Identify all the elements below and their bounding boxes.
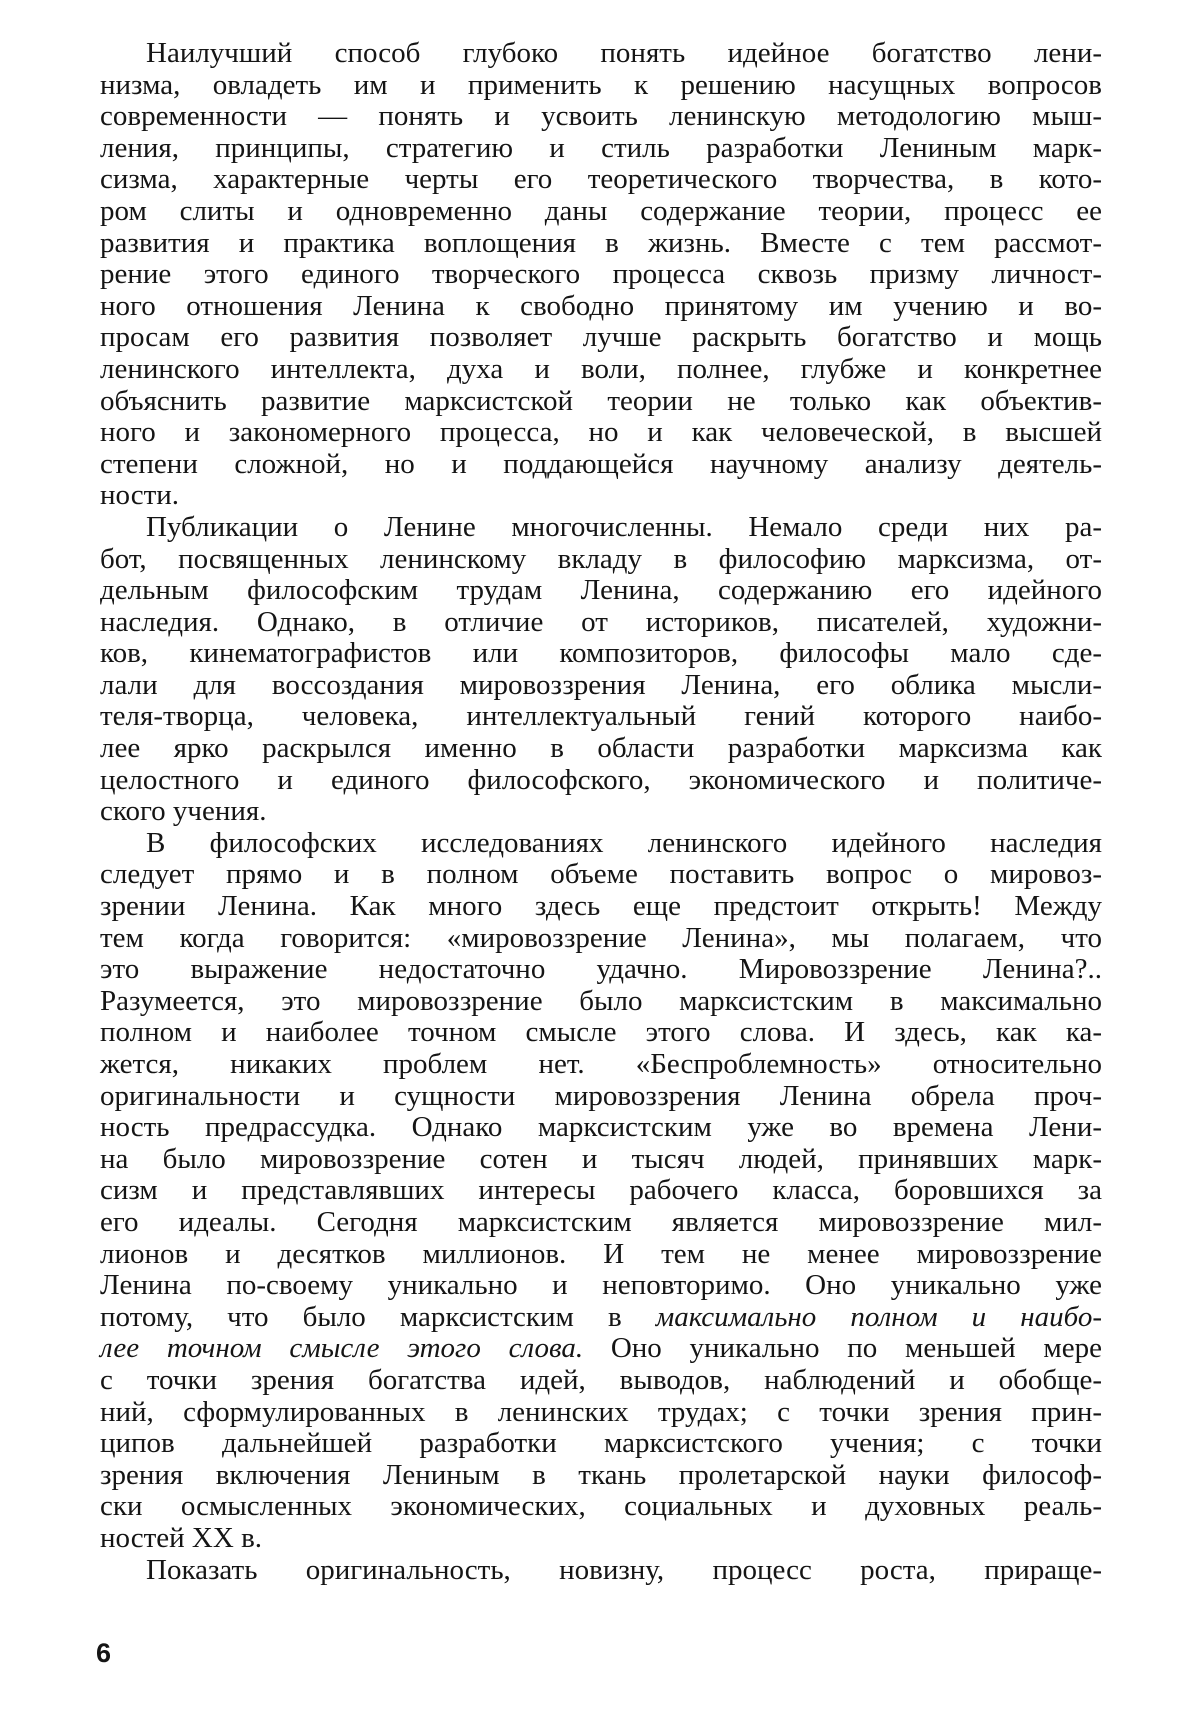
italic-phrase: максимально полном и наибо- [656, 1301, 1102, 1333]
text-line: дельным философским трудам Ленина, содержанию его идейного [100, 575, 1102, 607]
text-line: тем когда говорится: «мировоззрение Ленина», мы полагаем, что [100, 923, 1102, 955]
page-number: 6 [96, 1638, 111, 1669]
body-text [100, 38, 1102, 1586]
text-line: целостного и единого философского, экономического и политиче- [100, 765, 1102, 797]
text-line: его идеалы. Сегодня марксистским является мировоззрение мил- [100, 1207, 1102, 1239]
text-line: развития и практика воплощения в жизнь. Вместе с тем рассмот- [100, 228, 1102, 260]
paragraph [100, 828, 1102, 1555]
text-line: ний, сформулированных в ленинских трудах; с точки зрения прин- [100, 1397, 1102, 1429]
text-line: рение этого единого творческого процесса сквозь призму личност- [100, 259, 1102, 291]
text-line: степени сложной, но и поддающейся научному анализу деятель- [100, 449, 1102, 481]
text-line: ков, кинематографистов или композиторов, философы мало сде- [100, 638, 1102, 670]
text-line: с точки зрения богатства идей, выводов, наблюдений и обобще- [100, 1365, 1102, 1397]
text-line [100, 1302, 1102, 1334]
text-line: полном и наиболее точном смысле этого слова. И здесь, как ка- [100, 1017, 1102, 1049]
text-line: ностей XX в. [100, 1523, 1102, 1555]
italic-phrase: лее точном смысле этого слова. [100, 1332, 583, 1364]
text-line: сизм и представлявших интересы рабочего класса, боровшихся за [100, 1175, 1102, 1207]
text-line: объяснить развитие марксистской теории не только как объектив- [100, 386, 1102, 418]
paragraph [100, 512, 1102, 828]
text-line: теля-творца, человека, интеллектуальный гений которого наибо- [100, 701, 1102, 733]
text-line: это выражение недостаточно удачно. Мировоззрение Ленина?.. [100, 954, 1102, 986]
text-line: наследия. Однако, в отличие от историков, писателей, художни- [100, 607, 1102, 639]
text-line: Публикации о Ленине многочисленны. Немало среди них ра- [100, 512, 1102, 544]
paragraph [100, 1555, 1102, 1587]
text-segment: потому, что было марксистским в [100, 1301, 656, 1333]
text-line: Разумеется, это мировоззрение было марксистским в максимально [100, 986, 1102, 1018]
text-line: Ленина по-своему уникально и неповторимо. Оно уникально уже [100, 1270, 1102, 1302]
text-line: ного отношения Ленина к свободно принятому им учению и во- [100, 291, 1102, 323]
text-line: ного и закономерного процесса, но и как человеческой, в высшей [100, 417, 1102, 449]
text-line: ность предрассудка. Однако марксистским уже во времена Лени- [100, 1112, 1102, 1144]
text-line: на было мировоззрение сотен и тысяч людей, принявших марк- [100, 1144, 1102, 1176]
text-line: бот, посвященных ленинскому вкладу в философию марксизма, от- [100, 544, 1102, 576]
text-line: ности. [100, 480, 1102, 512]
text-line: ления, принципы, стратегию и стиль разработки Лениным марк- [100, 133, 1102, 165]
text-line: Наилучший способ глубоко понять идейное богатство лени- [100, 38, 1102, 70]
text-line: зрения включения Лениным в ткань пролетарской науки философ- [100, 1460, 1102, 1492]
text-line: современности — понять и усвоить ленинскую методологию мыш- [100, 101, 1102, 133]
text-line: лионов и десятков миллионов. И тем не менее мировоззрение [100, 1239, 1102, 1271]
text-line: ленинского интеллекта, духа и воли, полнее, глубже и конкретнее [100, 354, 1102, 386]
book-page [0, 0, 1200, 1719]
paragraph [100, 38, 1102, 512]
text-line: ского учения. [100, 796, 1102, 828]
text-line: следует прямо и в полном объеме поставить вопрос о мировоз- [100, 859, 1102, 891]
text-line: В философских исследованиях ленинского идейного наследия [100, 828, 1102, 860]
text-line: оригинальности и сущности мировоззрения Ленина обрела проч- [100, 1081, 1102, 1113]
text-line: жется, никаких проблем нет. «Беспроблемность» относительно [100, 1049, 1102, 1081]
text-line: лее ярко раскрылся именно в области разработки марксизма как [100, 733, 1102, 765]
text-line: зрении Ленина. Как много здесь еще предстоит открыть! Между [100, 891, 1102, 923]
text-line: лали для воссоздания мировоззрения Ленина, его облика мысли- [100, 670, 1102, 702]
text-segment: Оно уникально по меньшей мере [583, 1332, 1102, 1364]
text-line: Показать оригинальность, новизну, процесс роста, прираще- [100, 1555, 1102, 1587]
text-line: ципов дальнейшей разработки марксистского учения; с точки [100, 1428, 1102, 1460]
text-line: низма, овладеть им и применить к решению насущных вопросов [100, 70, 1102, 102]
text-line: сизма, характерные черты его теоретического творчества, в кото- [100, 164, 1102, 196]
text-line: ром слиты и одновременно даны содержание теории, процесс ее [100, 196, 1102, 228]
text-line: просам его развития позволяет лучше раскрыть богатство и мощь [100, 322, 1102, 354]
text-line [100, 1333, 1102, 1365]
text-line: ски осмысленных экономических, социальных и духовных реаль- [100, 1491, 1102, 1523]
